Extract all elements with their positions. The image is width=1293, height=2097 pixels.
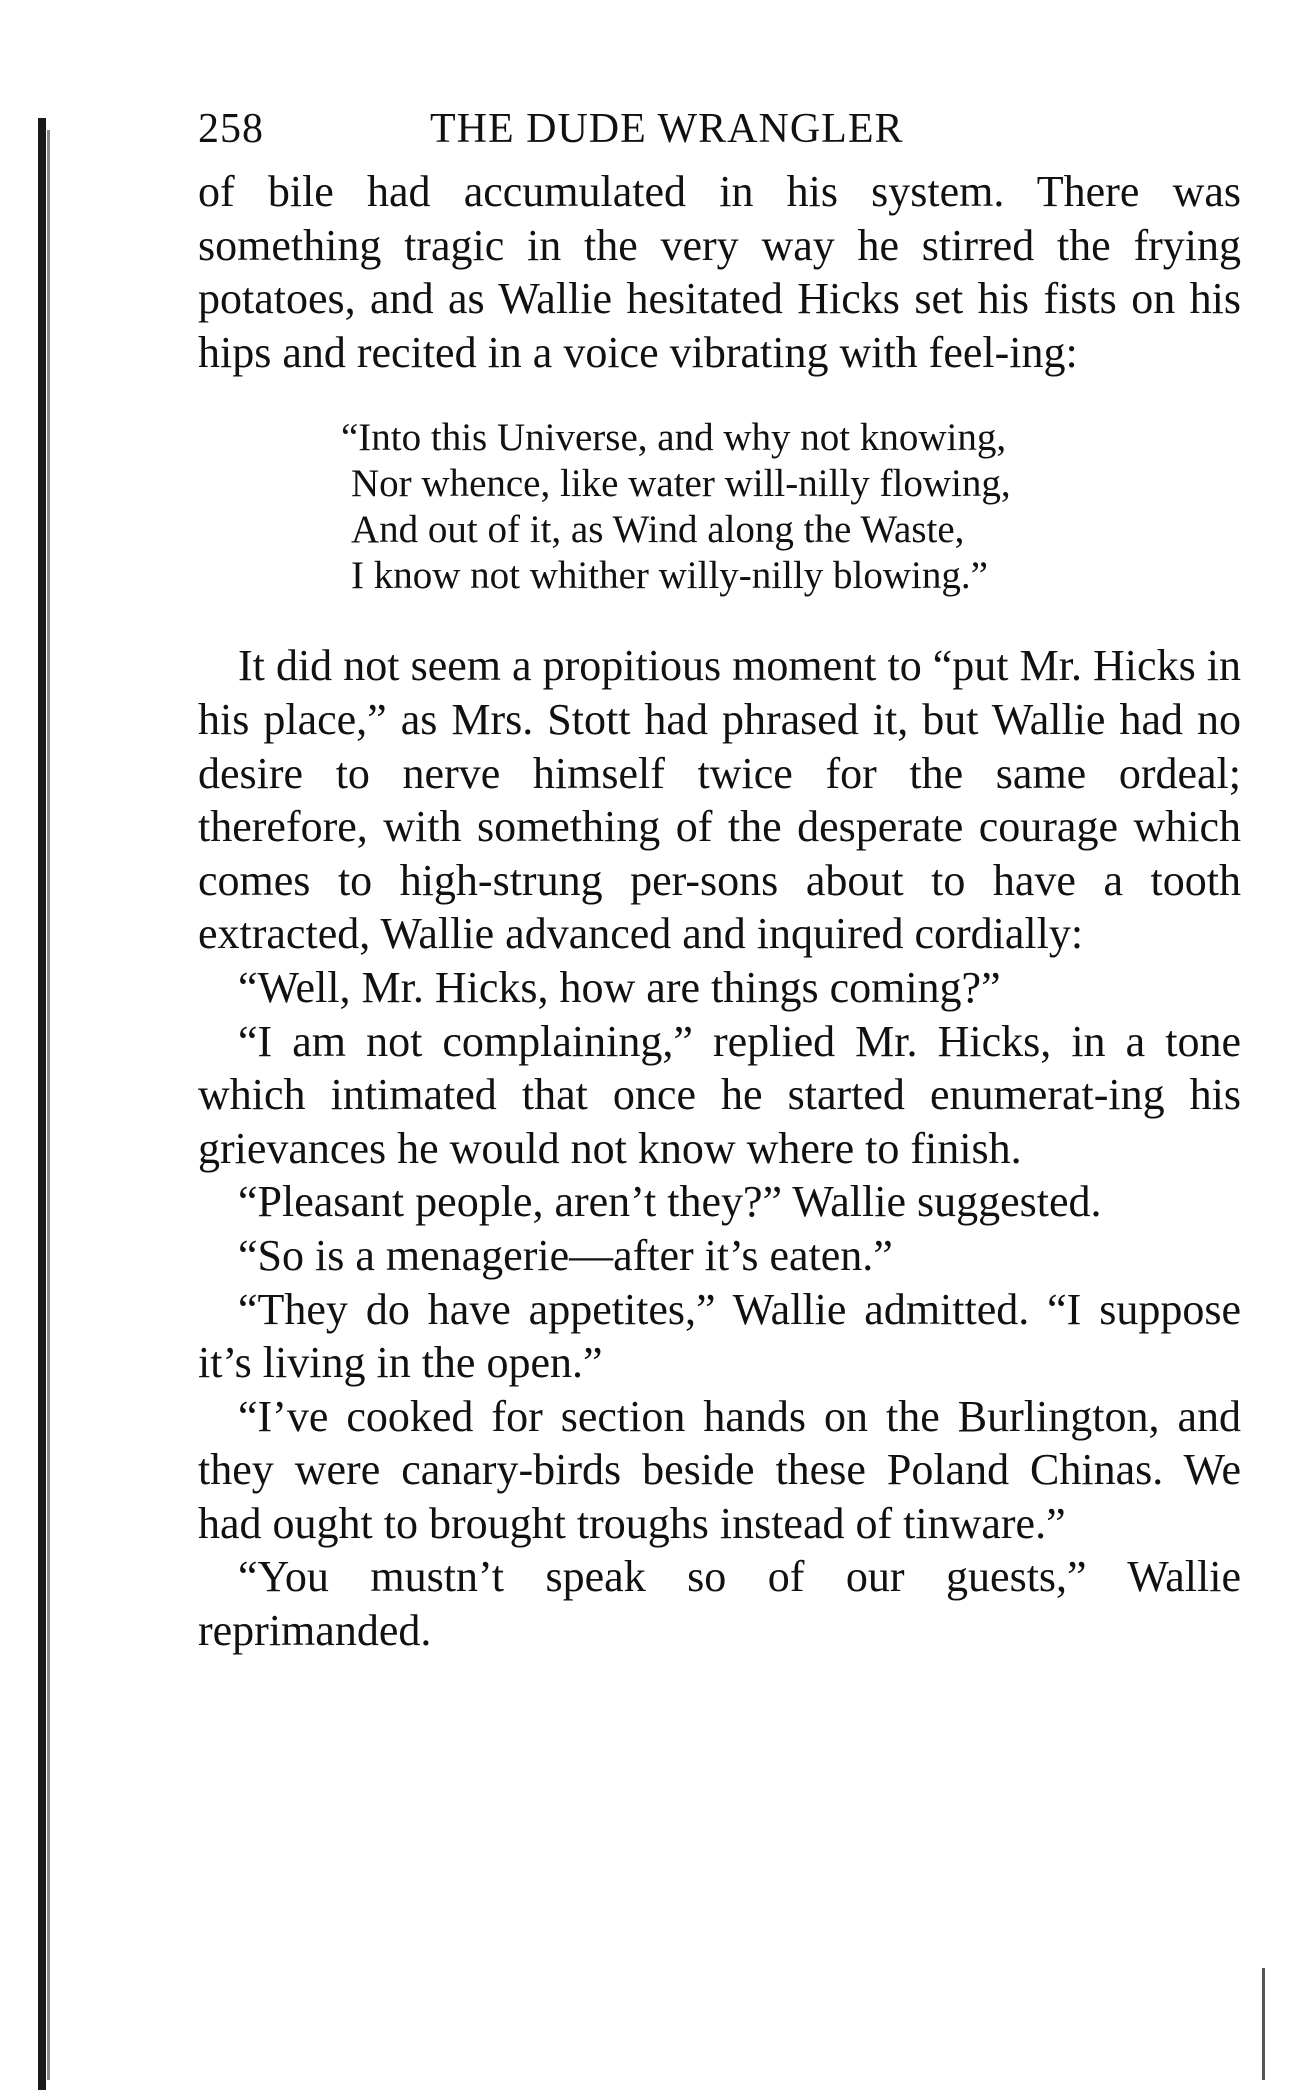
verse-line: I know not whither willy-nilly blowing.” <box>351 554 988 598</box>
page-edge-mark <box>1262 1968 1265 2080</box>
opening-paragraph: of bile had accumulated in his system. There was something tragic in the very way he stirred the frying potatoes, and as Wallie hesitated Hicks set his fists on his hips and recited in a voice vibrating with feel-ing: <box>198 167 1241 377</box>
verse-line: And out of it, as Wind along the Waste, <box>351 508 965 552</box>
paragraph: It did not seem a propitious moment to “put Mr. Hicks in his place,” as Mrs. Stott had phrased it, but Wallie had no desire to nerve himself twice for the same ordeal; therefore, with something of the desperate courage which comes to high-strung per-sons about to have a tooth extracted, Wallie advanced and inquired cordially: <box>198 641 1241 959</box>
paragraph: “Well, Mr. Hicks, how are things coming?” <box>238 962 1001 1012</box>
page-number: 258 <box>198 106 264 152</box>
verse-line: Nor whence, like water will-nilly flowing, <box>351 462 1011 506</box>
verse-line: “Into this Universe, and why not knowing, <box>341 416 1007 460</box>
book-spine-shadow <box>38 118 46 2090</box>
book-page <box>198 105 1241 1658</box>
verse-quotation <box>341 415 1241 599</box>
book-title: THE DUDE WRANGLER <box>430 106 904 152</box>
paragraph: “I am not complaining,” replied Mr. Hicks, in a tone which intimated that once he started enumerat-ing his grievances he would not know where to finish. <box>198 1016 1241 1173</box>
paragraph: “I’ve cooked for section hands on the Burlington, and they were canary-birds beside these Poland Chinas. We had ought to brought troughs instead of tinware.” <box>198 1391 1241 1548</box>
paragraph: “So is a menagerie—after it’s eaten.” <box>238 1230 893 1280</box>
paragraph: “Pleasant people, aren’t they?” Wallie suggested. <box>238 1177 1102 1227</box>
paragraph: “You mustn’t speak so of our guests,” Wallie reprimanded. <box>198 1552 1241 1656</box>
paragraph: “They do have appetites,” Wallie admitted. “I suppose it’s living in the open.” <box>198 1284 1241 1388</box>
running-head <box>198 105 1241 165</box>
book-spine-edge <box>47 130 50 2080</box>
